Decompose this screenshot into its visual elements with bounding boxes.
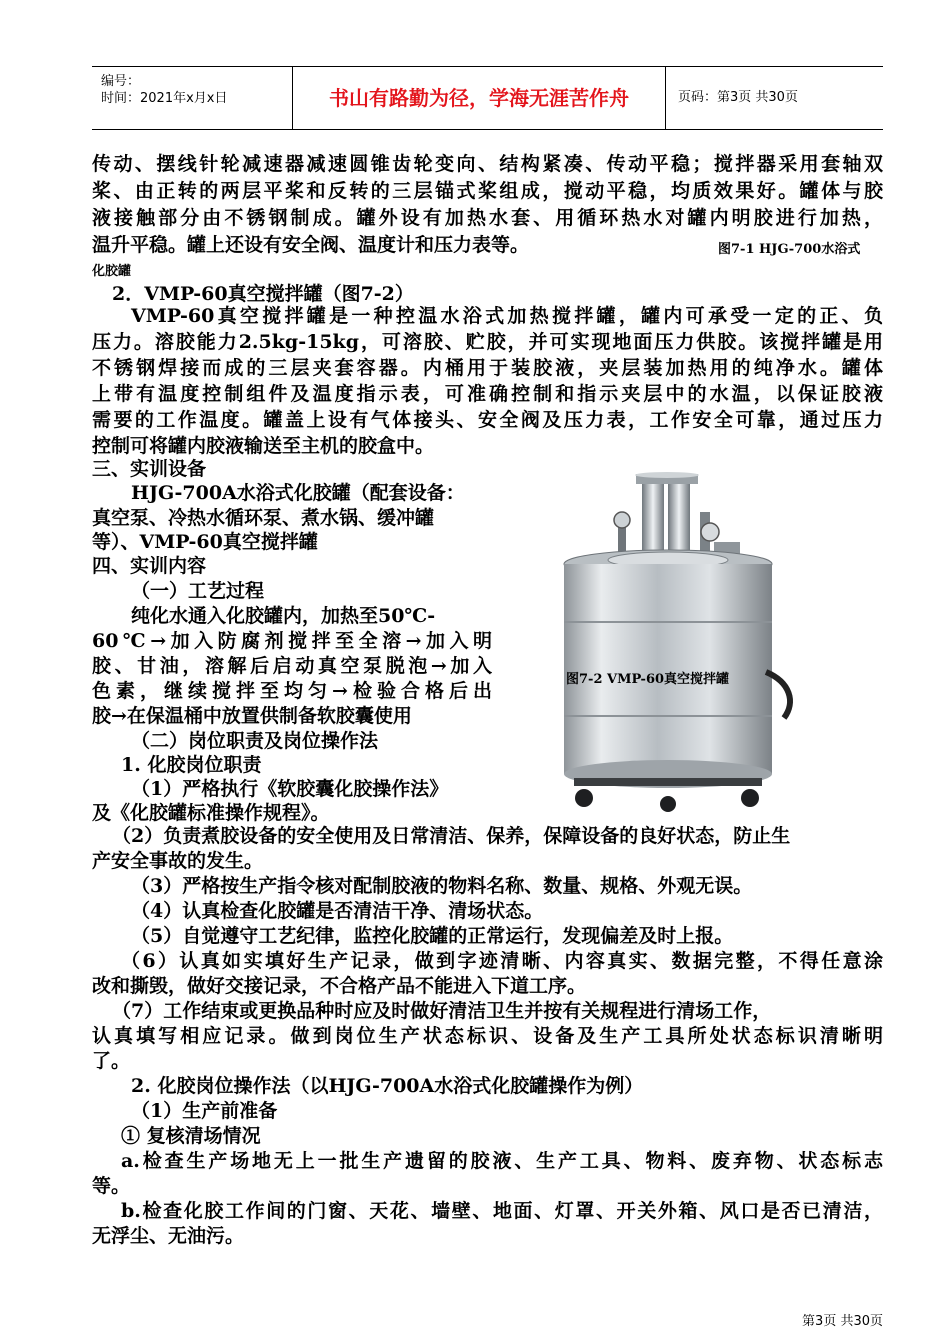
body-line: a.检查生产场地无上一批生产遗留的胶液、生产工具、物料、废弃物、状态标志 <box>121 1150 883 1172</box>
time-label: 时间：2021年x月x日 <box>101 91 228 106</box>
page-header <box>92 66 883 130</box>
subsection-heading: 1. 化胶岗位职责 <box>121 754 262 776</box>
body-line: b.检查化胶工作间的门窗、天花、墙壁、地面、灯罩、开关外箱、风口是否已清洁， <box>121 1200 883 1222</box>
body-line: 纯化水通入化胶罐内，加热至50℃- <box>131 605 436 627</box>
body-line: 压力。溶胶能力2.5kg-15kg，可溶胶、贮胶，并可实现地面压力供胶。该搅拌罐是用 <box>92 331 883 353</box>
body-line: 真空泵、冷热水循环泵、煮水锅、缓冲罐 <box>92 507 435 529</box>
body-line: 不锈钢焊接而成的三层夹套容器。内桶用于装胶液，夹层装加热用的纯净水。罐体 <box>92 357 883 379</box>
body-line: （7）工作结束或更换品种时应及时做好清洁卫生并按有关规程进行清场工作， <box>112 1000 772 1022</box>
body-line: 及《化胶罐标准操作规程》。 <box>92 802 330 824</box>
body-line: 上带有温度控制组件及温度指示表，可准确控制和指示夹层中的水温，以保证胶液 <box>92 383 883 405</box>
body-line: （3）严格按生产指令核对配制胶液的物料名称、数量、规格、外观无误。 <box>131 875 753 897</box>
body-line: 改和撕毁，做好交接记录，不合格产品不能进入下道工序。 <box>92 975 587 997</box>
body-line: 控制可将罐内胶液输送至主机的胶盒中。 <box>92 435 435 457</box>
body-line: （2）负责煮胶设备的安全使用及日常清洁、保养，保障设备的良好状态，防止生 <box>112 825 791 847</box>
section-heading: 四、实训内容 <box>92 555 207 577</box>
vacuum-stirring-tank-image <box>560 472 800 820</box>
page-footer: 第3页 共30页 <box>802 1314 883 1329</box>
body-line: 无浮尘、无油污。 <box>92 1225 245 1247</box>
body-line: 液接触部分由不锈钢制成。罐外设有加热水套、用循环热水对罐内明胶进行加热， <box>92 207 883 229</box>
subsection-heading: （一）工艺过程 <box>131 580 265 602</box>
subsection-heading: （二）岗位职责及岗位操作法 <box>131 730 379 752</box>
body-line: 产安全事故的发生。 <box>92 850 264 872</box>
figure-1-caption-cont: 化胶罐 <box>92 264 132 279</box>
section-heading: 2．VMP-60真空搅拌罐（图7-2） <box>112 283 414 305</box>
subsection-heading: （1）生产前准备 <box>131 1100 278 1122</box>
body-line: HJG-700A水浴式化胶罐（配套设备： <box>131 482 465 504</box>
subsection-heading: ① 复核清场情况 <box>121 1125 261 1147</box>
figure-1-caption: 图7-1 HJG-700水浴式 <box>718 242 861 257</box>
header-meta-cell <box>92 67 293 129</box>
header-motto: 书山有路勤为径，学海无涯苦作舟 <box>293 67 666 129</box>
body-line: （5）自觉遵守工艺纪律，监控化胶罐的正常运行，发现偏差及时上报。 <box>131 925 734 947</box>
body-line: 60℃→加入防腐剂搅拌至全溶→加入明 <box>92 630 492 652</box>
body-line: （6）认真如实填好生产记录，做到字迹清晰、内容真实、数据完整，不得任意涂 <box>121 950 883 972</box>
body-line: 等。 <box>92 1175 131 1197</box>
body-line: 胶→在保温桶中放置供制备软胶囊使用 <box>92 705 412 727</box>
body-line: 等）、VMP-60真空搅拌罐 <box>92 531 318 553</box>
body-line: VMP-60真空搅拌罐是一种控温水浴式加热搅拌罐，罐内可承受一定的正、负 <box>131 305 883 327</box>
body-line: （4）认真检查化胶罐是否清洁干净、清场状态。 <box>131 900 544 922</box>
body-line: 桨、由正转的两层平桨和反转的三层锚式桨组成，搅动平稳，均质效果好。罐体与胶 <box>92 180 883 202</box>
body-line: （1）严格执行《软胶囊化胶操作法》 <box>131 778 449 800</box>
body-line: 胶、甘油，溶解后启动真空泵脱泡→加入 <box>92 655 492 677</box>
body-line: 温升平稳。罐上还设有安全阀、温度计和压力表等。 <box>92 234 530 256</box>
subsection-heading: 2. 化胶岗位操作法（以HJG-700A水浴式化胶罐操作为例） <box>131 1075 644 1097</box>
body-line: 需要的工作温度。罐盖上设有气体接头、安全阀及压力表，工作安全可靠，通过压力 <box>92 409 883 431</box>
section-heading: 三、实训设备 <box>92 458 207 480</box>
body-line: 认真填写相应记录。做到岗位生产状态标识、设备及生产工具所处状态标识清晰明 <box>92 1025 883 1047</box>
body-line: 了。 <box>92 1050 131 1072</box>
body-line: 传动、摆线针轮减速器减速圆锥齿轮变向、结构紧凑、传动平稳；搅拌器采用套轴双 <box>92 153 883 175</box>
body-line: 色素，继续搅拌至均匀→检验合格后出 <box>92 680 492 702</box>
figure-2-caption: 图7-2 VMP-60真空搅拌罐 <box>566 672 730 687</box>
header-page-label: 页码：第3页 共30页 <box>678 90 798 105</box>
number-label: 编号： <box>101 74 141 89</box>
